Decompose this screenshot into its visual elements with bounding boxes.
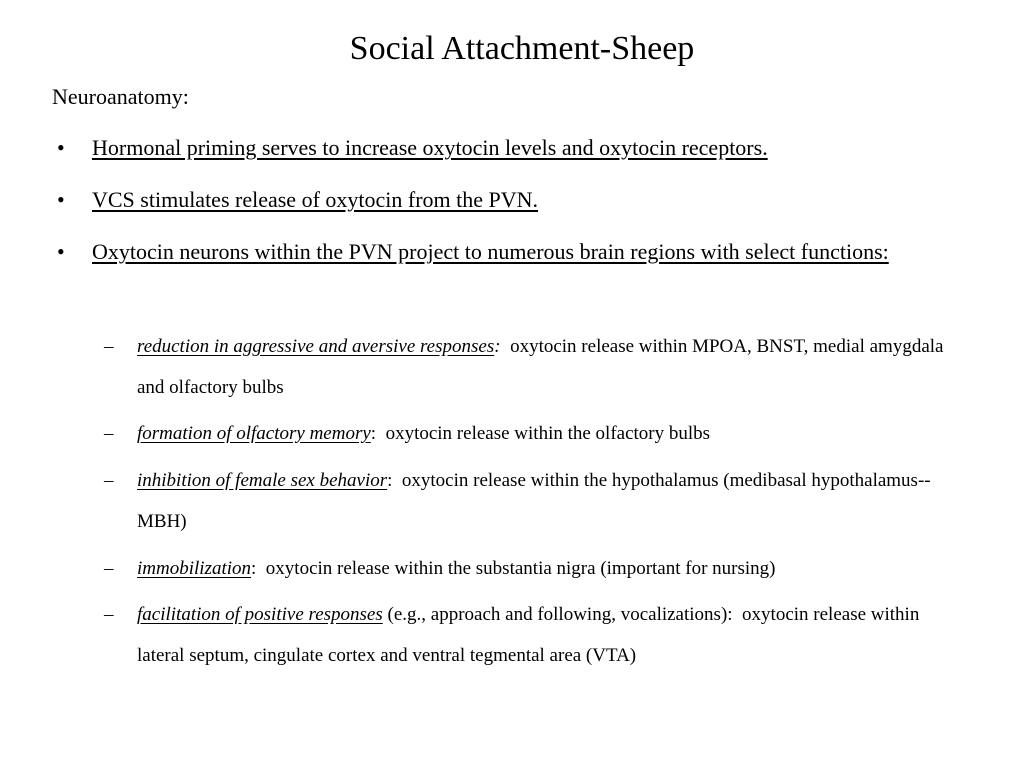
function-detail: (e.g., approach and following, vocalizations): oxytocin release within lateral septum, cingulate cortex and ventral tegmental area (VTA) [137,604,925,666]
bullet-marker: • [57,239,65,264]
term-separator: : [251,558,257,579]
bullet-item [52,177,942,223]
bullet-item [52,125,942,171]
bullet-marker: • [57,135,65,160]
bullet-text: Oxytocin neurons within the PVN project to numerous brain regions with select functions: [92,239,889,264]
subbullet-text [137,326,950,408]
function-detail: oxytocin release within MPOA, BNST, medial amygdala and olfactory bulbs [137,336,949,398]
dash-marker: – [104,423,114,444]
subbullet-item [100,326,950,408]
term-separator: : [370,423,377,444]
bullet-item [52,229,942,275]
section-heading: Neuroanatomy: [52,84,189,109]
bullet-text: VCS stimulates release of oxytocin from the PVN. [92,187,539,212]
subbullet-text [137,594,950,676]
function-term: formation of olfactory memory [137,423,371,444]
term-separator: : [387,470,393,491]
function-detail: oxytocin release within the hypothalamus (medibasal hypothalamus--MBH) [137,470,931,532]
subbullet-text [137,460,950,542]
function-detail: oxytocin release within the substantia nigra (important for nursing) [256,558,776,579]
subbullet-item [100,548,950,589]
dash-marker: – [104,558,114,579]
dash-marker: – [104,336,114,357]
function-term: reduction in aggressive and aversive responses [137,336,495,357]
subbullet-item [100,413,950,454]
bullet-marker: • [57,187,65,212]
subbullet-item [100,594,950,676]
function-detail: oxytocin release within the olfactory bulbs [376,423,711,444]
term-separator: : [494,336,501,357]
function-term: inhibition of female sex behavior [137,470,388,491]
subbullet-text [137,413,950,454]
dash-marker: – [104,470,114,491]
function-term: immobilization [137,558,252,579]
function-term: facilitation of positive responses [137,604,383,625]
dash-marker: – [104,604,114,625]
bullet-text: Hormonal priming serves to increase oxytocin levels and oxytocin receptors. [92,135,768,160]
subbullet-item [100,460,950,542]
slide-title: Social Attachment-Sheep [349,30,695,67]
subbullet-text [137,548,950,589]
